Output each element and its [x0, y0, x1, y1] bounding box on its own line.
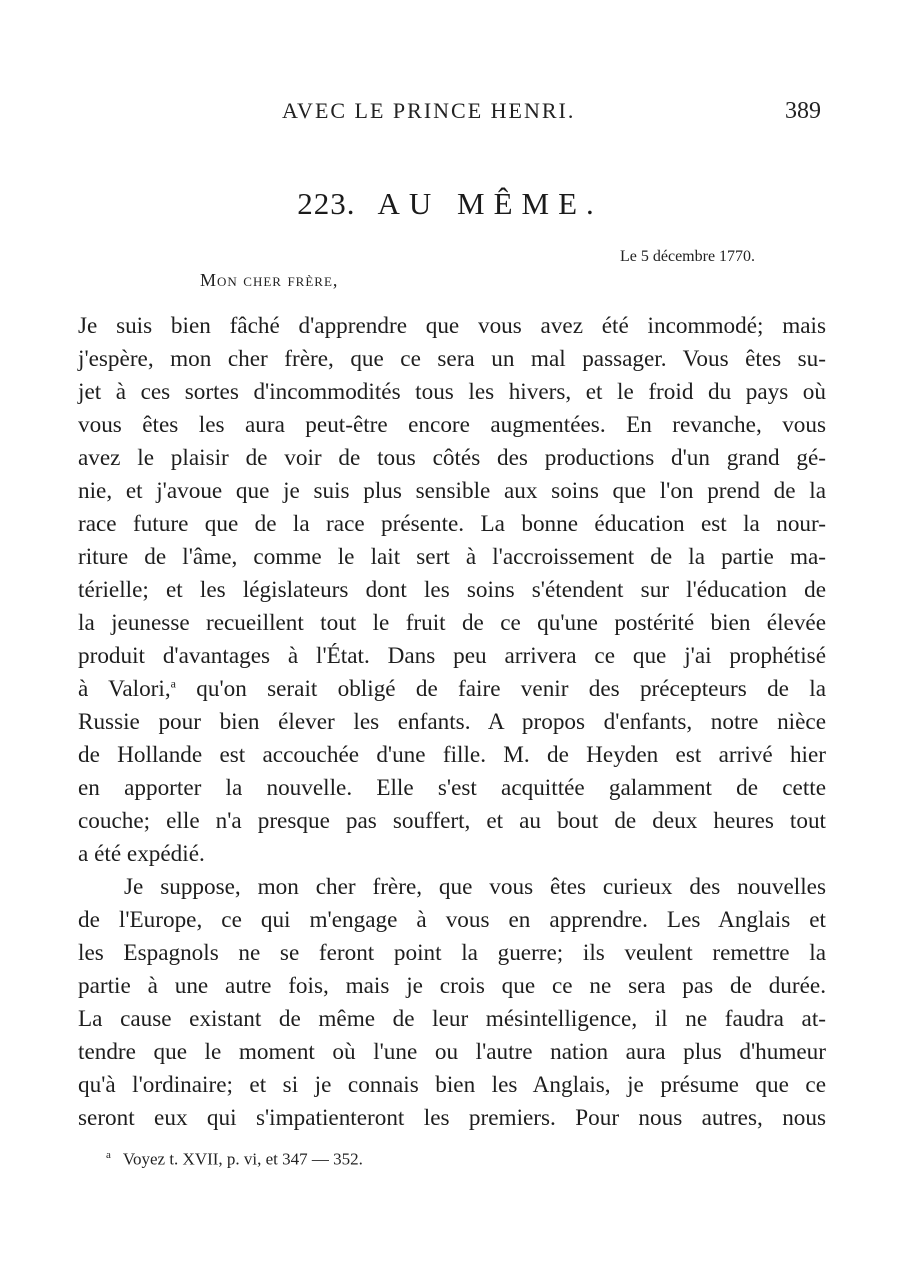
text-line: Je suis bien fâché d'apprendre que vous avez été incommodé; mais	[78, 313, 826, 339]
letter-body	[78, 310, 826, 1135]
text-line: j'espère, mon cher frère, que ce sera un mal passager. Vous êtes su-	[78, 346, 826, 372]
page-number: 389	[785, 98, 821, 124]
text-line: partie à une autre fois, mais je crois que ce ne sera pas de durée.	[78, 973, 826, 999]
text-line: La cause existant de même de leur mésintelligence, il ne faudra at-	[78, 1006, 826, 1032]
footnote-mark: a	[106, 1149, 111, 1161]
footnote-text: Voyez t. XVII, p. vi, et 347 — 352.	[122, 1149, 363, 1169]
text-line: les Espagnols ne se feront point la guerre; ils veulent remettre la	[78, 940, 826, 966]
text-line: la jeunesse recueillent tout le fruit de ce qu'une postérité bien élevée	[78, 610, 826, 636]
text-line: jet à ces sortes d'incommodités tous les hivers, et le froid du pays où	[78, 379, 826, 405]
text-line: riture de l'âme, comme le lait sert à l'accroissement de la partie ma-	[78, 544, 826, 570]
text-line: qu'à l'ordinaire; et si je connais bien les Anglais, je présume que ce	[78, 1072, 826, 1098]
letter-date: Le 5 décembre 1770.	[620, 248, 756, 265]
text-line: vous êtes les aura peut-être encore augmentées. En revanche, vous	[78, 412, 826, 438]
salutation: Mon cher frère,	[200, 270, 339, 290]
text-line: avez le plaisir de voir de tous côtés des productions d'un grand gé-	[78, 445, 826, 471]
text-line: seront eux qui s'impatienteront les premiers. Pour nous autres, nous	[78, 1105, 826, 1131]
text-line: térielle; et les législateurs dont les soins s'étendent sur l'éducation de	[78, 577, 826, 603]
text-line: race future que de la race présente. La bonne éducation est la nour-	[78, 511, 826, 537]
text-line: de Hollande est accouchée d'une fille. M. de Heyden est arrivé hier	[78, 742, 826, 768]
text-line: nie, et j'avoue que je suis plus sensible aux soins que l'on prend de la	[78, 478, 826, 504]
footnote	[106, 1149, 363, 1170]
letter-heading	[0, 186, 900, 222]
footnote-reference[interactable]: a	[170, 676, 176, 691]
text-fragment: à Valori,	[78, 676, 171, 702]
text-line: Je suppose, mon cher frère, que vous êtes curieux des nouvelles	[124, 874, 826, 900]
text-line: tendre que le moment où l'une ou l'autre nation aura plus d'humeur	[78, 1039, 826, 1065]
text-line: Russie pour bien élever les enfants. A propos d'enfants, notre nièce	[78, 709, 826, 735]
running-title: AVEC LE PRINCE HENRI.	[282, 98, 576, 123]
text-fragment: qu'on serait obligé de faire venir des précepteurs de la	[196, 676, 827, 702]
text-line-with-note	[78, 673, 826, 706]
letter-title: AU MÊME.	[377, 186, 603, 221]
text-line: produit d'avantages à l'État. Dans peu arrivera ce que j'ai prophétisé	[78, 643, 826, 669]
text-line: de l'Europe, ce qui m'engage à vous en apprendre. Les Anglais et	[78, 907, 826, 933]
text-line: en apporter la nouvelle. Elle s'est acquittée galamment de cette	[78, 775, 826, 801]
text-line: a été expédié.	[78, 841, 205, 867]
text-line: couche; elle n'a presque pas souffert, et au bout de deux heures tout	[78, 808, 826, 834]
letter-number: 223.	[297, 186, 356, 221]
